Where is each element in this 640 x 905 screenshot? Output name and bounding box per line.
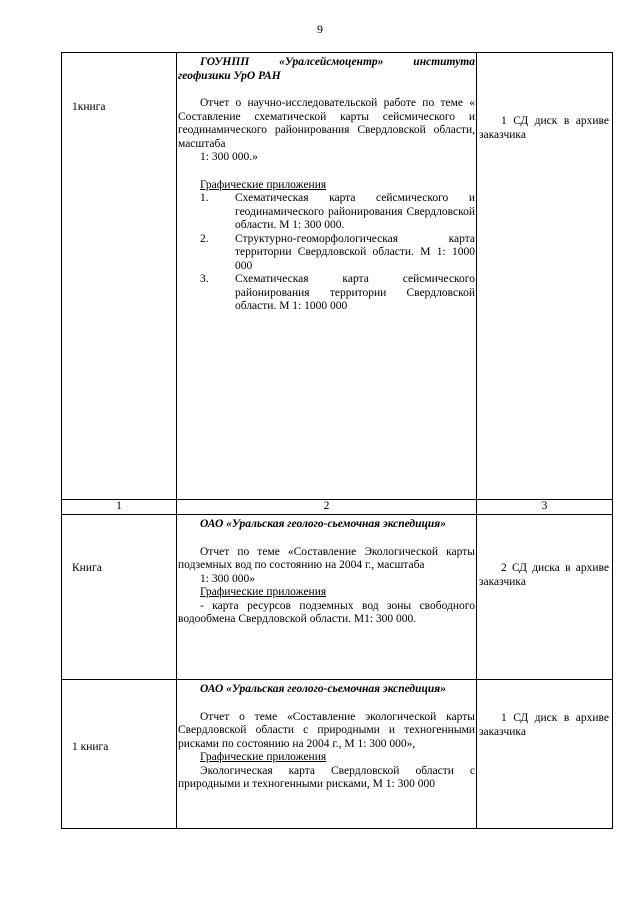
table-border-left — [61, 52, 62, 829]
table-border-col3 — [476, 52, 477, 829]
list-item: 3. Схематическая карта сейсмического районирования территории Свердловской области. М 1: 1000 000 — [200, 273, 475, 312]
row1-apps-list — [178, 192, 475, 314]
row3-col1: 1 книга — [72, 741, 109, 753]
row2-bottom — [61, 679, 613, 680]
list-item: 1. Схематическая карта сейсмического и геодинамического районирования Свердловской области. М 1: 300 000. — [200, 192, 475, 231]
row1-col3 — [479, 115, 609, 142]
row2-organization: ОАО «Уральская геолого-сьемочная экспедиция» — [200, 518, 446, 530]
row1-apps-title: Графические приложения — [200, 178, 327, 191]
row1-report-text: Отчет о научно-исследовательской работе по теме « Составление схематической карты сейсмического и геодинамического районирования Свердловской области, масштаба — [178, 97, 475, 150]
row1-col1: 1книга — [72, 101, 106, 113]
row3-apps-text: Экологическая карта Свердловской области с природными и техногенными рисками, М 1: 300 000 — [178, 764, 475, 790]
row3-report-text: Отчет о теме «Составление экологической карты Свердловской области с природными и техногенными рисками по состоянию на 2004 г., М 1: 300 000», — [178, 710, 475, 750]
table-border-top — [61, 52, 613, 53]
list-item: 2. Структурно-геоморфологическая карта территории Свердловской области. М 1: 1000 000 — [200, 232, 475, 272]
row3-organization: ОАО «Уральская геолого-сьемочная экспедиция» — [200, 683, 446, 695]
row1-col2 — [178, 56, 475, 314]
row2-apps-text: - карта ресурсов подземных вод зоны свободного водообмена Свердловской области. М1: 300 000. — [178, 599, 475, 625]
row2-apps-title: Графические приложения — [200, 586, 327, 598]
row3-col2 — [178, 683, 475, 792]
page-number: 9 — [317, 22, 323, 36]
row3-storage: 1 СД диск в архиве заказчика — [479, 712, 609, 738]
header-col1: 1 — [116, 500, 122, 512]
row1-scale: 1: 300 000.» — [200, 151, 258, 163]
header-row-bottom — [61, 514, 613, 515]
table-border-right — [612, 52, 613, 829]
row2-col3 — [479, 562, 609, 589]
row3-apps-title: Графические приложения — [200, 751, 327, 763]
table-border-col2 — [176, 52, 177, 829]
table-border-bottom — [61, 828, 613, 829]
row2-report-text: Отчет по теме «Составление Экологической карты подземных вод по состоянию на 2004 г., масштаба — [178, 545, 475, 571]
row2-col2 — [178, 518, 475, 627]
row2-scale: 1: 300 000» — [200, 572, 255, 585]
row1-organization: ГОУНПП «Уралсейсмоцентр» института геофизики УрО РАН — [178, 56, 475, 82]
row3-col3 — [479, 712, 609, 739]
header-col2: 2 — [323, 500, 330, 512]
header-col3: 3 — [541, 500, 548, 512]
row2-storage: 2 СД диска в архиве заказчика — [479, 562, 609, 588]
row1-storage: 1 СД диск в архиве заказчика — [479, 115, 609, 141]
row2-col1: Книга — [72, 562, 102, 574]
